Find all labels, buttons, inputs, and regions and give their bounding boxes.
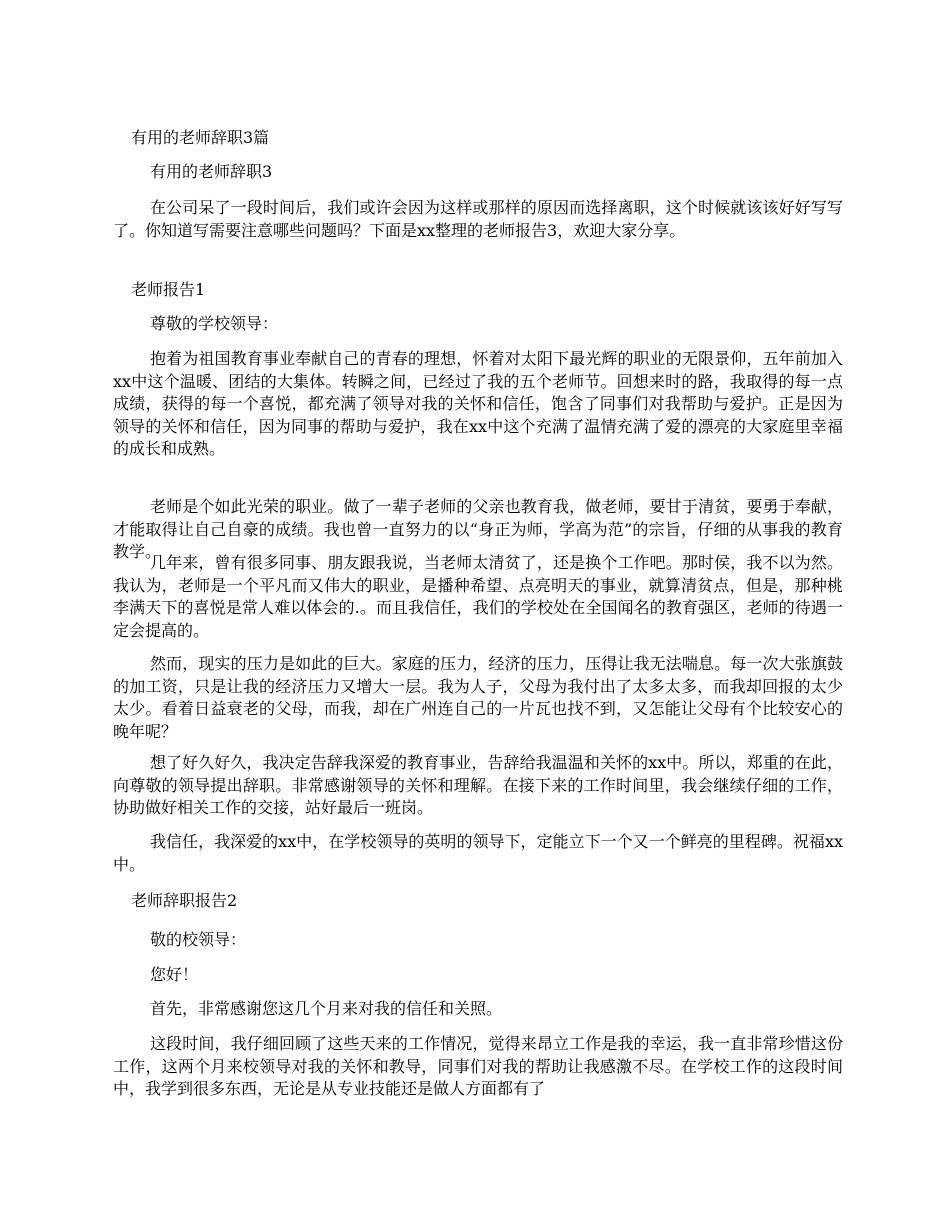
report1-heading: 老师报告1 [131,280,206,299]
document-subtitle: 有用的老师辞职3 [150,162,273,181]
report2-paragraph-2: 这段时间，我仔细回顾了这些天来的工作情况，觉得来昂立工作是我的幸运，我一直非常珍惜这份工作，这两个月来校领导对我的关怀和教导，同事们对我的帮助让我感激不尽。在学校工作的这段时间中，我学到很多东西，无论是从专业技能还是做人方面都有了 [113,1034,843,1098]
report1-paragraph-5: 想了好久好久，我决定告辞我深爱的教育事业，告辞给我温温和关怀的xx中。所以，郑重的在此，向尊敬的领导提出辞职。非常感谢领导的关怀和理解。在接下来的工作时间里，我会继续仔细的工作，协助做好相关工作的交接，站好最后一班岗。 [113,753,843,817]
report1-paragraph-6: 我信任，我深爱的xx中，在学校领导的英明的领导下，定能立下一个又一个鲜亮的里程碑。祝福xx中。 [113,832,843,874]
report1-paragraph-2: 老师是个如此光荣的职业。做了一辈子老师的父亲也教育我，做老师，要甘于清贫，要勇于奉献，才能取得让自己自豪的成绩。我也曾一直努力的以“身正为师，学高为范”的宗旨，仔细的从事我的教育教学。 [113,497,843,561]
intro-paragraph: 在公司呆了一段时间后，我们或许会因为这样或那样的原因而选择离职，这个时候就该该好好写写了。你知道写需要注意哪些问题吗？下面是xx整理的老师报告3，欢迎大家分享。 [113,198,843,240]
report2-paragraph-1: 首先，非常感谢您这几个月来对我的信任和关照。 [150,999,503,1018]
report1-paragraph-4: 然而，现实的压力是如此的巨大。家庭的压力，经济的压力，压得让我无法喘息。每一次大张旗鼓的加工资，只是让我的经济压力又增大一层。我为人子，父母为我付出了太多太多，而我却回报的太少太少。看着日益衰老的父母，而我，却在广州连自己的一片瓦也找不到，又怎能让父母有个比较安心的晚年呢？ [113,654,843,741]
report2-salutation: 敬的校领导： [150,930,247,949]
document-title: 有用的老师辞职3篇 [131,128,270,147]
report1-salutation: 尊敬的学校领导： [150,314,279,333]
report1-paragraph-1: 抱着为祖国教育事业奉献自己的青春的理想，怀着对太阳下最光辉的职业的无限景仰，五年前加入xx中这个温暖、团结的大集体。转瞬之间，已经过了我的五个老师节。回想来时的路，我取得的每一点成绩，获得的每一个喜悦，都充满了领导对我的关怀和信任，饱含了同事们对我帮助与爱护。正是因为领导的关怀和信任，因为同事的帮助与爱护，我在xx中这个充满了温情充满了爱的漂亮的大家庭里幸福的成长和成熟。 [113,349,843,458]
report2-heading: 老师辞职报告2 [131,891,238,910]
report1-paragraph-3: 几年来，曾有很多同事、朋友跟我说，当老师太清贫了，还是换个工作吧。那时侯，我不以为然。我认为，老师是一个平凡而又伟大的职业，是播种希望、点亮明天的事业，就算清贫点，但是，那种桃李满天下的喜悦是常人难以体会的.。而且我信任，我们的学校处在全国闻名的教育强区，老师的待遇一定会提高的。 [113,553,843,640]
report2-greeting: 您好！ [150,965,199,984]
